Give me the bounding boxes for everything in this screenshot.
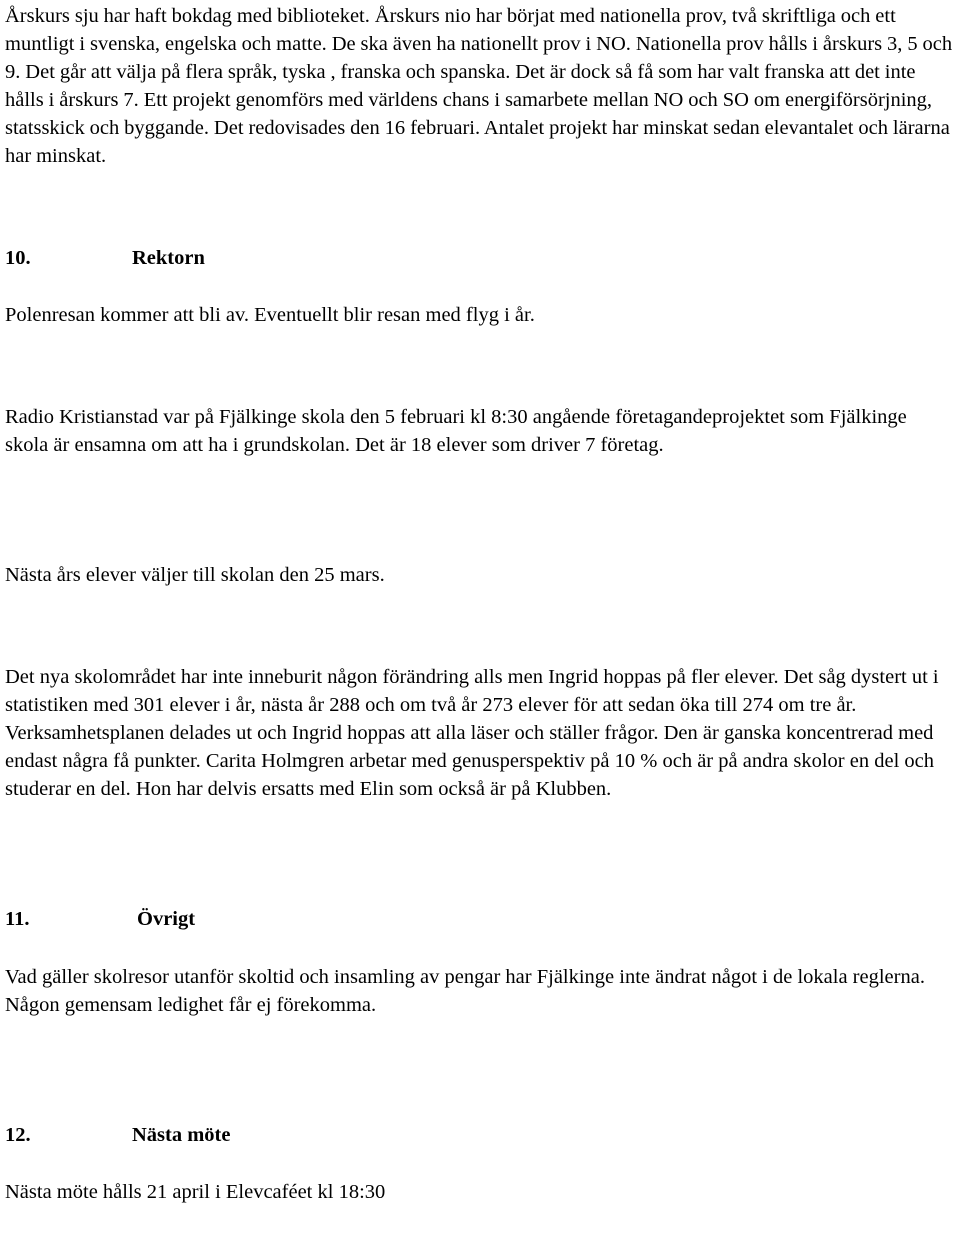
paragraph-nasta-ars-elever: Nästa års elever väljer till skolan den 25 mars. — [5, 564, 385, 586]
section-title: Rektorn — [132, 247, 205, 269]
section-heading-10 — [5, 244, 955, 272]
section-number: 11. — [5, 908, 30, 930]
paragraph-nasta-mote: Nästa möte hålls 21 april i Elevcaféet kl 18:30 — [5, 1181, 386, 1203]
paragraph-skolomradet: Det nya skolområdet har inte inneburit någon förändring alls men Ingrid hoppas på fler elever. Det såg dystert ut i statistiken med 301 elever i år, nästa år 288 och om två år 273 elever för att sedan öka till 274 om tre år. Verksamhetsplanen delades ut och Ingrid hoppas att alla läser och ställer frågor. Den är ganska koncentrerad med endast några få punkter. Carita Holmgren arbetar med genusperspektiv på 10 % och är på andra skolor en del och studerar en del. Hon har delvis ersatts med Elin som också är på Klubben. — [5, 666, 939, 800]
paragraph-arskurs: Årskurs sju har haft bokdag med biblioteket. Årskurs nio har börjat med nationella prov, två skriftliga och ett muntligt i svenska, engelska och matte. De ska även ha nationellt prov i NO. Nationella prov hålls i årskurs 3, 5 och 9. Det går att välja på flera språk, tyska , franska och spanska. Det är dock så få som har valt franska att det inte hålls i årskurs 7. Ett projekt genomförs med världens chans i samarbete mellan NO och SO om energiförsörjning, statsskick och byggande. Det redovisades den 16 februari. Antalet projekt har minskat sedan elevantalet och lärarna har minskat. — [5, 5, 953, 167]
paragraph-polenresan: Polenresan kommer att bli av. Eventuellt blir resan med flyg i år. — [5, 304, 535, 326]
section-number: 10. — [5, 247, 31, 269]
document-page — [5, 2, 955, 1206]
section-heading-12 — [5, 1121, 955, 1149]
section-number: 12. — [5, 1124, 31, 1146]
section-title: Nästa möte — [132, 1124, 231, 1146]
section-heading-11 — [5, 905, 955, 933]
section-title: Övrigt — [137, 908, 196, 930]
paragraph-skolresor: Vad gäller skolresor utanför skoltid och insamling av pengar har Fjälkinge inte ändrat något i de lokala reglerna. Någon gemensam ledighet får ej förekomma. — [5, 966, 925, 1016]
paragraph-radio-kristianstad: Radio Kristianstad var på Fjälkinge skola den 5 februari kl 8:30 angående företagandeprojektet som Fjälkinge skola är ensamna om att ha i grundskolan. Det är 18 elever som driver 7 företag. — [5, 406, 907, 456]
